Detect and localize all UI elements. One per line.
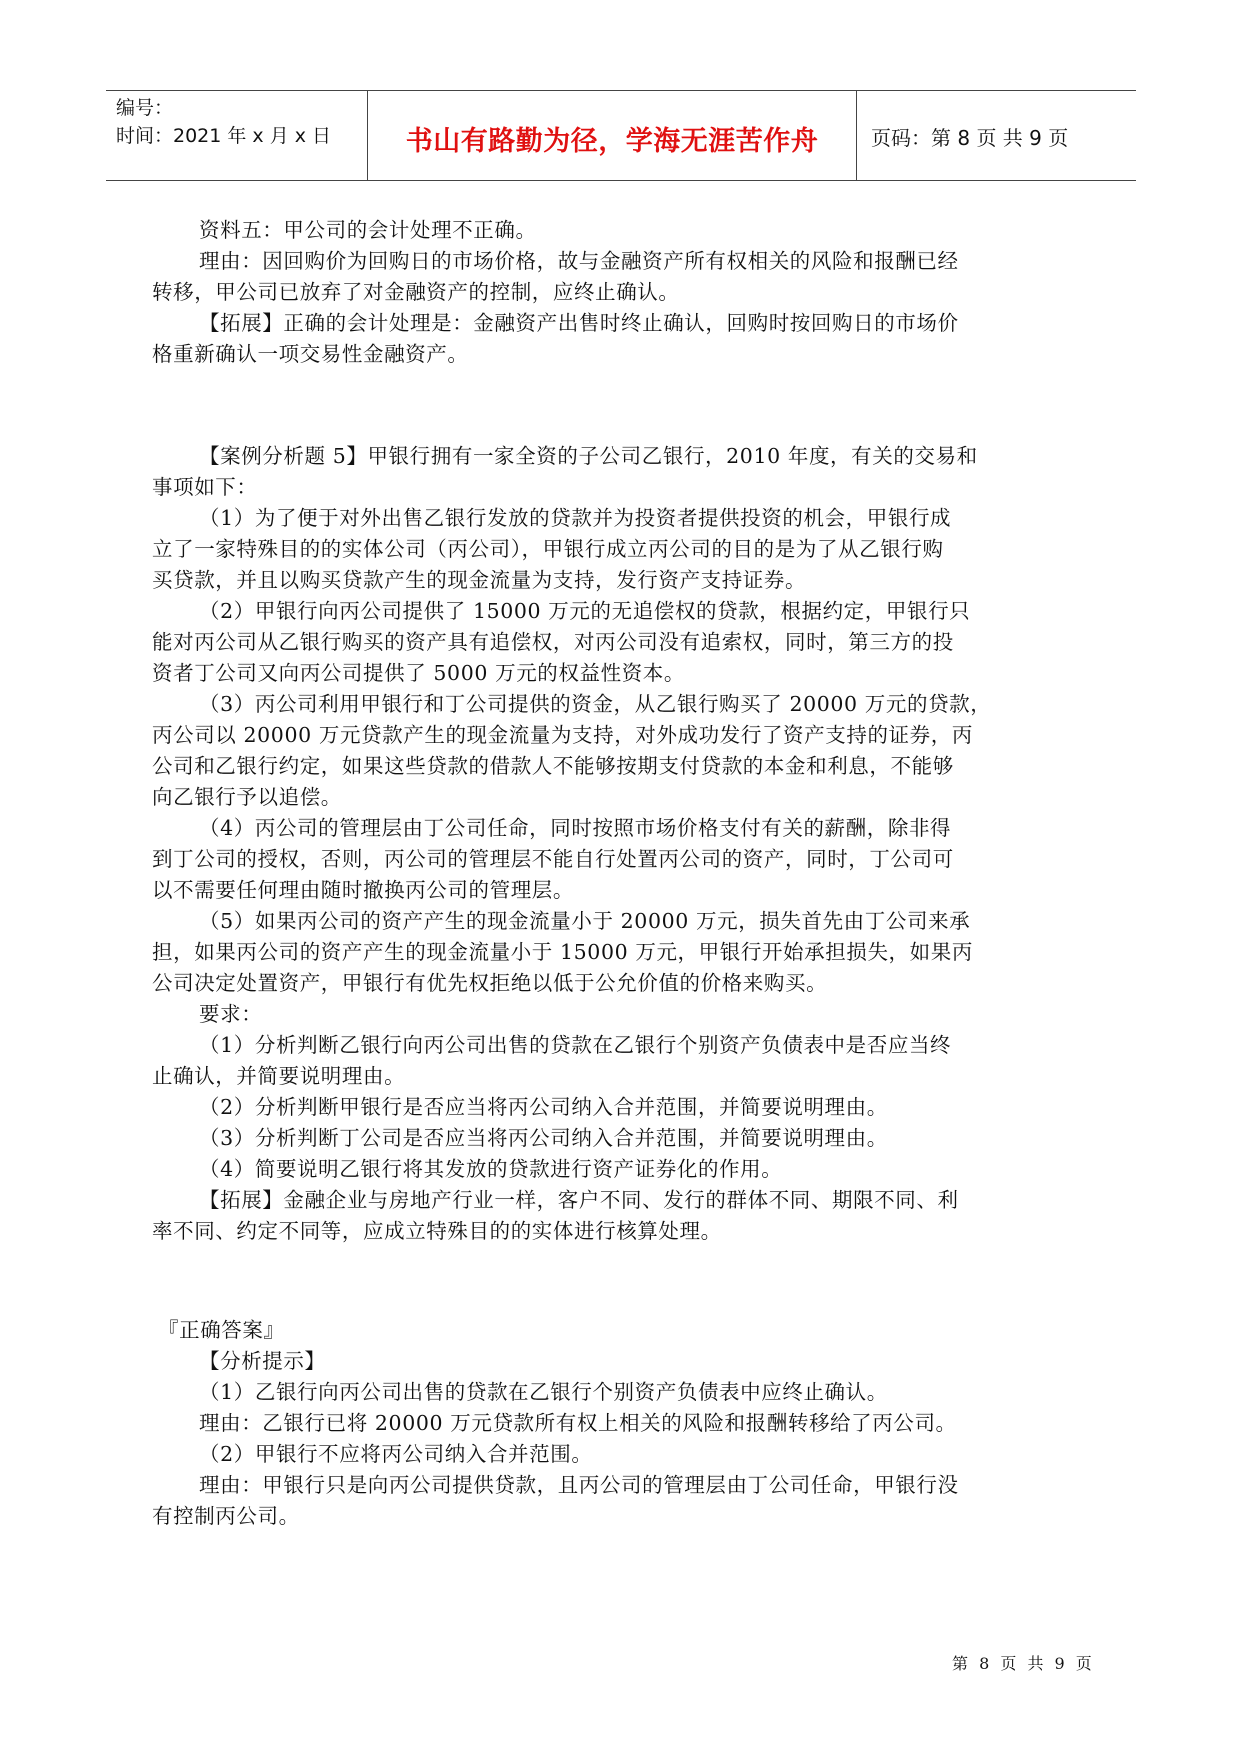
text-line: （3）分析判断丁公司是否应当将丙公司纳入合并范围，并简要说明理由。 <box>199 1126 888 1150</box>
text-line: 资料五：甲公司的会计处理不正确。 <box>199 218 537 242</box>
text-line: 率不同、约定不同等，应成立特殊目的的实体进行核算处理。 <box>152 1219 722 1243</box>
text-line: 到丁公司的授权，否则，丙公司的管理层不能自行处置丙公司的资产，同时，丁公司可 <box>152 847 954 871</box>
text-line: 能对丙公司从乙银行购买的资产具有追偿权，对丙公司没有追索权，同时，第三方的投 <box>152 630 954 654</box>
text-line: （4）丙公司的管理层由丁公司任命，同时按照市场价格支付有关的薪酬，除非得 <box>199 816 952 840</box>
header-left-cell <box>106 91 368 180</box>
text-line: （1）为了便于对外出售乙银行发放的贷款并为投资者提供投资的机会，甲银行成 <box>199 506 952 530</box>
text-line: （3）丙公司利用甲银行和丁公司提供的资金，从乙银行购买了 20000 万元的贷款， <box>199 692 992 716</box>
header-page-label: 页码：第 8 页 共 9 页 <box>871 126 1069 150</box>
text-line: 公司和乙银行约定，如果这些贷款的借款人不能够按期支付贷款的本金和利息，不能够 <box>152 754 954 778</box>
text-line: 理由：乙银行已将 20000 万元贷款所有权上相关的风险和报酬转移给了丙公司。 <box>199 1411 957 1435</box>
text-line: 止确认，并简要说明理由。 <box>152 1064 406 1088</box>
text-line: 资者丁公司又向丙公司提供了 5000 万元的权益性资本。 <box>152 661 686 685</box>
text-line: 理由：因回购价为回购日的市场价格，故与金融资产所有权相关的风险和报酬已经 <box>199 249 959 273</box>
text-line: （2）甲银行向丙公司提供了 15000 万元的无追偿权的贷款，根据约定，甲银行只 <box>199 599 971 623</box>
text-line: （1）乙银行向丙公司出售的贷款在乙银行个别资产负债表中应终止确认。 <box>199 1380 888 1404</box>
text-line: （5）如果丙公司的资产产生的现金流量小于 20000 万元，损失首先由丁公司来承 <box>199 909 971 933</box>
text-line: 【拓展】正确的会计处理是：金融资产出售时终止确认，回购时按回购日的市场价 <box>199 311 959 335</box>
text-line: 担，如果丙公司的资产产生的现金流量小于 15000 万元，甲银行开始承担损失，如果丙 <box>152 940 973 964</box>
text-line: （2）甲银行不应将丙公司纳入合并范围。 <box>199 1442 593 1466</box>
text-line: 转移，甲公司已放弃了对金融资产的控制，应终止确认。 <box>152 280 680 304</box>
text-line: 向乙银行予以追偿。 <box>152 785 342 809</box>
text-line: 有控制丙公司。 <box>152 1504 300 1528</box>
text-line: 【案例分析题 5】甲银行拥有一家全资的子公司乙银行，2010 年度，有关的交易和 <box>199 444 978 468</box>
text-line: 丙公司以 20000 万元贷款产生的现金流量为支持，对外成功发行了资产支持的证券，丙 <box>152 723 973 747</box>
header-right-cell <box>857 91 1136 180</box>
text-line: 买贷款，并且以购买贷款产生的现金流量为支持，发行资产支持证券。 <box>152 568 807 592</box>
text-line: （1）分析判断乙银行向丙公司出售的贷款在乙银行个别资产负债表中是否应当终 <box>199 1033 952 1057</box>
header-motto: 书山有路勤为径，学海无涯苦作舟 <box>405 126 819 157</box>
text-line: 【分析提示】 <box>199 1349 326 1373</box>
text-line: 事项如下： <box>152 475 258 499</box>
text-line: 以不需要任何理由随时撤换丙公司的管理层。 <box>152 878 574 902</box>
text-line: 立了一家特殊目的的实体公司（丙公司），甲银行成立丙公司的目的是为了从乙银行购 <box>152 537 944 561</box>
text-line: （4）简要说明乙银行将其发放的贷款进行资产证券化的作用。 <box>199 1157 783 1181</box>
text-line: 要求： <box>199 1002 263 1026</box>
document-time-label: 时间：2021 年 x 月 x 日 <box>116 125 332 147</box>
page-header <box>106 90 1136 181</box>
page-footer: 第 8 页 共 9 页 <box>952 1654 1095 1673</box>
document-number-label: 编号： <box>116 97 174 119</box>
text-line: （2）分析判断甲银行是否应当将丙公司纳入合并范围，并简要说明理由。 <box>199 1095 888 1119</box>
text-line: 公司决定处置资产，甲银行有优先权拒绝以低于公允价值的价格来购买。 <box>152 971 828 995</box>
text-line: 【拓展】金融企业与房地产行业一样，客户不同、发行的群体不同、期限不同、利 <box>199 1188 959 1212</box>
text-line: 理由：甲银行只是向丙公司提供贷款，且丙公司的管理层由丁公司任命，甲银行没 <box>199 1473 959 1497</box>
text-line: 格重新确认一项交易性金融资产。 <box>152 342 469 366</box>
header-middle-cell <box>368 91 857 180</box>
answer-heading: 『正确答案』 <box>158 1318 285 1342</box>
